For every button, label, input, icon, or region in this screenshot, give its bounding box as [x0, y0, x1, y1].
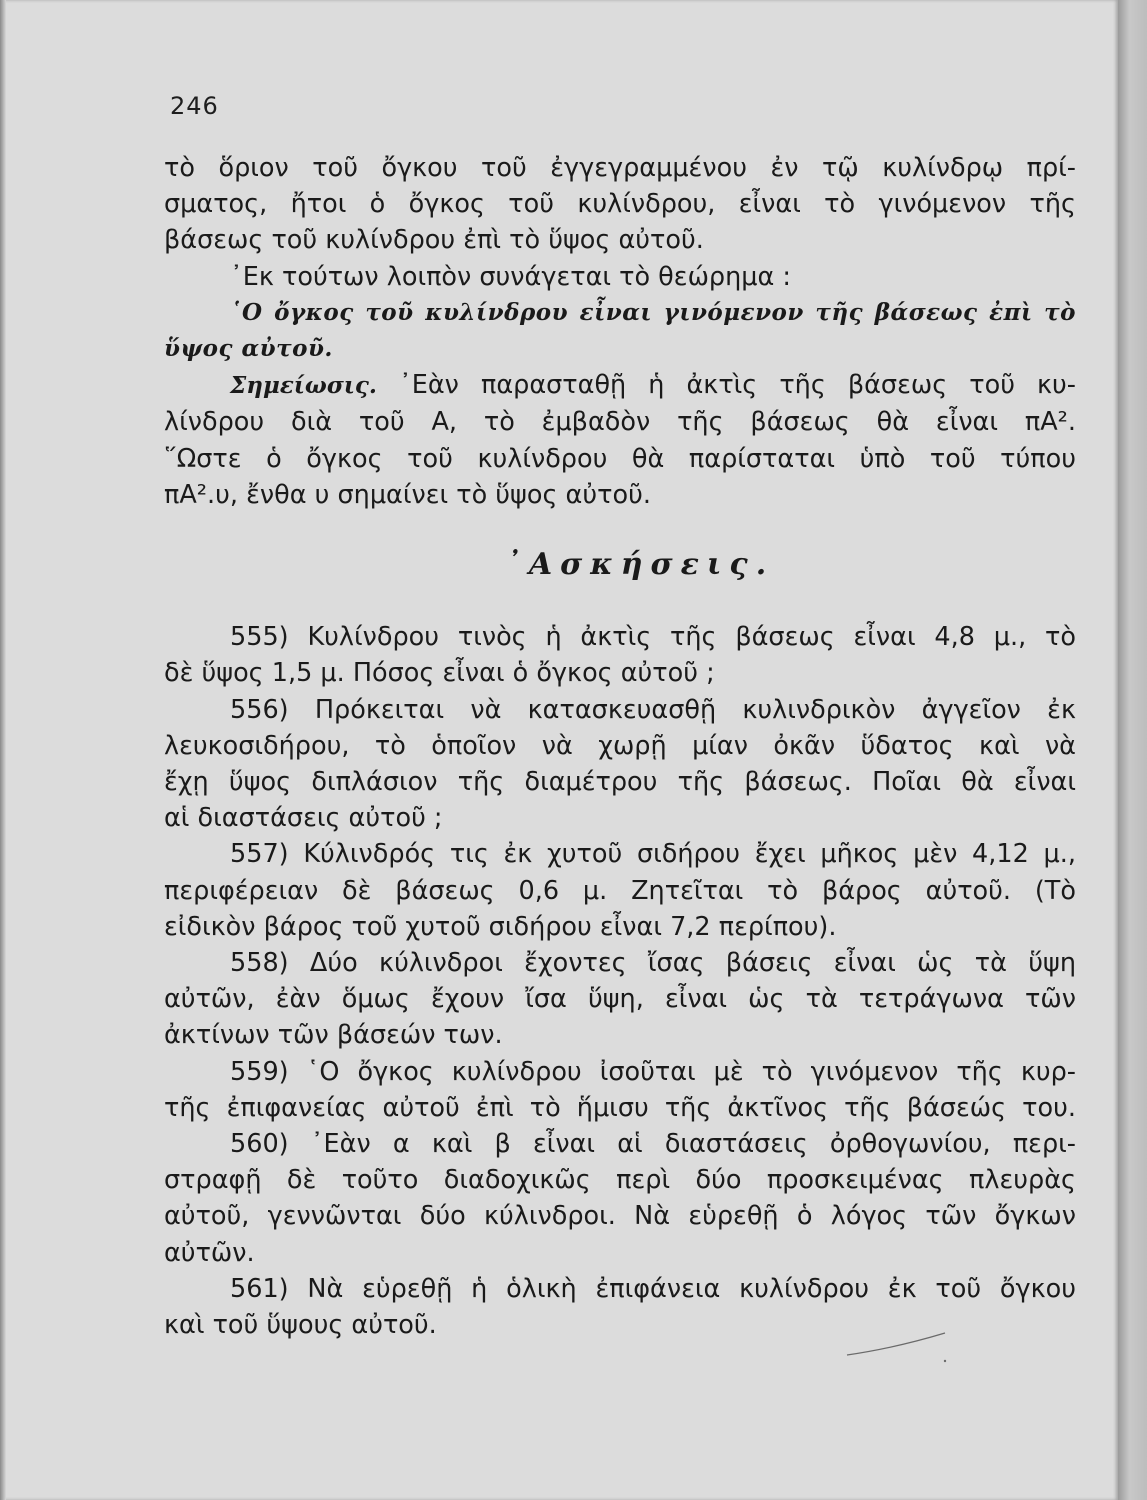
page-number: 246	[170, 92, 219, 120]
exercise-line: αὐτῶν, ἐὰν ὅμως ἔχουν ἴσα ὕψη, εἶναι ὡς τὰ τετράγωνα τῶν	[164, 984, 1076, 1015]
exercise-line: εἰδικὸν βάρος τοῦ χυτοῦ σιδήρου εἶναι 7,2 περίπου).	[164, 911, 837, 942]
intro-paragraph	[164, 150, 1076, 259]
exercise-line: 559) ῾Ο ὄγκος κυλίνδρου ἰσοῦται μὲ τὸ γινόμενον τῆς κυρ-	[230, 1056, 1076, 1087]
exercise-558	[164, 945, 1076, 1054]
exercise-line: 557) Κύλινδρός τις ἐκ χυτοῦ σιδήρου ἔχει μῆκος μὲν 4,12 μ.,	[230, 839, 1076, 870]
exercise-line: 561) Νὰ εὑρεθῇ ἡ ὁλικὴ ἐπιφάνεια κυλίνδρου ἐκ τοῦ ὄγκου	[230, 1273, 1076, 1304]
page-body	[164, 150, 1076, 1343]
exercise-line: 560) ᾿Εὰν α καὶ β εἶναι αἱ διαστάσεις ὀρθογωνίου, περι-	[230, 1129, 1076, 1160]
note-label: Σημείωσις.	[230, 372, 377, 400]
exercise-line: λευκοσιδήρου, τὸ ὁποῖον νὰ χωρῇ μίαν ὀκᾶν ὕδατος καὶ νὰ	[164, 730, 1076, 761]
theorem-line: ὕψος αὐτοῦ.	[164, 335, 333, 363]
theorem	[164, 295, 1076, 367]
exercise-line: στραφῇ δὲ τοῦτο διαδοχικῶς περὶ δύο προσκειμένας πλευρὰς	[164, 1165, 1076, 1196]
page-left-edge	[0, 0, 6, 1500]
text-line: τὸ ὅριον τοῦ ὄγκου τοῦ ἐγγεγραμμένου ἐν τῷ κυλίνδρῳ πρί-	[164, 153, 1076, 183]
note-text: ᾿Εὰν παρασταθῇ ἡ ἀκτὶς τῆς βάσεως τοῦ κυ-	[399, 370, 1076, 401]
exercise-line: ἀκτίνων τῶν βάσεών των.	[164, 1020, 503, 1051]
note-line: λίνδρου διὰ τοῦ Α, τὸ ἐμβαδὸν τῆς βάσεως θὰ εἶναι πΑ².	[164, 407, 1076, 438]
exercise-line: περιφέρειαν δὲ βάσεως 0,6 μ. Ζητεῖται τὸ βάρος αὐτοῦ. (Τὸ	[164, 875, 1076, 906]
pencil-mark	[845, 1325, 955, 1365]
note-line: ῞Ωστε ὁ ὄγκος τοῦ κυλίνδρου θὰ παρίσταται ὑπὸ τοῦ τύπου	[164, 443, 1076, 474]
exercise-560	[164, 1126, 1076, 1271]
exercise-line: αἱ διαστάσεις αὐτοῦ ;	[164, 803, 443, 834]
exercise-list	[164, 619, 1076, 1343]
conclusion-paragraph	[164, 259, 1076, 295]
text-line: σματος, ἤτοι ὁ ὄγκος τοῦ κυλίνδρου, εἶναι τὸ γινόμενον τῆς	[164, 189, 1076, 220]
exercise-line: ἔχῃ ὕψος διπλάσιον τῆς διαμέτρου τῆς βάσεως. Ποῖαι θὰ εἶναι	[164, 767, 1076, 798]
exercise-line: αὐτοῦ, γεννῶνται δύο κύλινδροι. Νὰ εὑρεθῇ ὁ λόγος τῶν ὄγκων	[164, 1201, 1076, 1232]
exercise-line: αὐτῶν.	[164, 1237, 255, 1268]
exercises-heading: ᾿Ασκήσεις.	[505, 547, 775, 583]
exercise-line: τῆς ἐπιφανείας αὐτοῦ ἐπὶ τὸ ἥμισυ τῆς ἀκτῖνος τῆς βάσεώς του.	[164, 1092, 1076, 1123]
note-line	[164, 367, 1076, 404]
exercise-line: 558) Δύο κύλινδροι ἔχοντες ἴσας βάσεις εἶναι ὡς τὰ ὕψη	[230, 948, 1076, 979]
exercise-line: δὲ ὕψος 1,5 μ. Πόσος εἶναι ὁ ὄγκος αὐτοῦ ;	[164, 658, 715, 689]
note-paragraph	[164, 367, 1076, 513]
exercise-559	[164, 1054, 1076, 1126]
exercise-555	[164, 619, 1076, 691]
exercise-line: 555) Κυλίνδρου τινὸς ἡ ἀκτὶς τῆς βάσεως εἶναι 4,8 μ., τὸ	[230, 622, 1076, 653]
text-line: ᾿Εκ τούτων λοιπὸν συνάγεται τὸ θεώρημα :	[230, 261, 791, 292]
exercise-556	[164, 692, 1076, 837]
note-line: πΑ².υ, ἔνθα υ σημαίνει τὸ ὕψος αὐτοῦ.	[164, 479, 651, 510]
theorem-line: ῾Ο ὄγκος τοῦ κυλίνδρου εἶναι γινόμενον τῆς βάσεως ἐπὶ τὸ	[230, 298, 1076, 326]
exercise-line: καὶ τοῦ ὕψους αὐτοῦ.	[164, 1310, 437, 1341]
text-line: βάσεως τοῦ κυλίνδρου ἐπὶ τὸ ὕψος αὐτοῦ.	[164, 225, 704, 256]
exercise-line: 556) Πρόκειται νὰ κατασκευασθῇ κυλινδρικὸν ἀγγεῖον ἐκ	[230, 694, 1076, 725]
exercise-557	[164, 836, 1076, 945]
page-binding-edge	[1118, 0, 1147, 1500]
